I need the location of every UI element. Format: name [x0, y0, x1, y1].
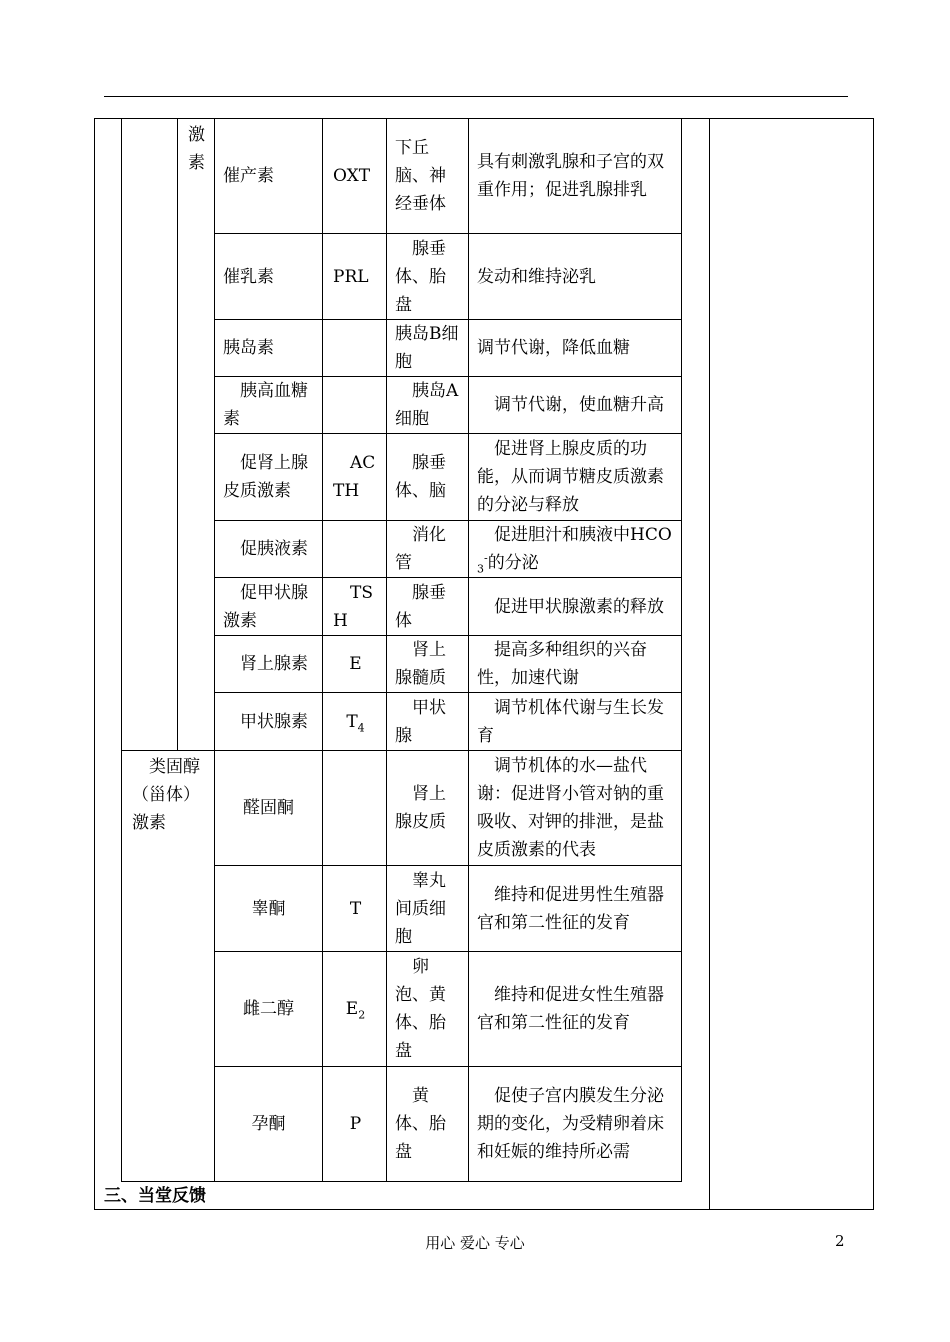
hormone-abbr: PRL [323, 234, 387, 320]
hormone-table-wrapper [121, 118, 681, 1181]
hormone-abbr: TSH [323, 578, 387, 636]
hormone-abbr: OXT [323, 119, 387, 234]
hormone-name: 催产素 [215, 119, 323, 234]
hormone-name: 促肾上腺皮质激素 [215, 434, 323, 521]
hormone-source: 消化管 [387, 521, 469, 578]
table-row [122, 119, 682, 234]
hormone-abbr [323, 751, 387, 866]
hormone-function: 维持和促进女性生殖器官和第二性征的发育 [469, 952, 682, 1067]
hormone-abbr: ACTH [323, 434, 387, 521]
footer-text: 用心 爱心 专心 [425, 1234, 525, 1252]
hormone-abbr: $E_2$ [323, 952, 387, 1067]
hormone-function: 调节代谢，降低血糖 [469, 320, 682, 377]
hormone-function: 维持和促进男性生殖器官和第二性征的发育 [469, 866, 682, 952]
page-number: 2 [835, 1232, 845, 1250]
category-cell [178, 119, 215, 751]
hormone-source: 下丘脑、神经垂体 [387, 119, 469, 234]
hormone-function: 促使子宫内膜发生分泌期的变化，为受精卵着床和妊娠的维持所必需 [469, 1067, 682, 1182]
category-cell [122, 751, 215, 1182]
frame-divider-1 [709, 118, 710, 1210]
hormone-source: 甲状腺 [387, 693, 469, 751]
hormone-source: 腺垂体 [387, 578, 469, 636]
hormone-name: 雌二醇 [215, 952, 323, 1067]
hormone-source: 卵泡、黄体、胎盘 [387, 952, 469, 1067]
hormone-abbr [323, 521, 387, 578]
hormone-source: 腺垂体、胎盘 [387, 234, 469, 320]
table-row [122, 751, 682, 866]
hormone-function: 促进肾上腺皮质的功能，从而调节糖皮质激素的分泌与释放 [469, 434, 682, 521]
hormone-source: 胰岛B细胞 [387, 320, 469, 377]
hormone-source: 腺垂体、脑 [387, 434, 469, 521]
hormone-abbr [323, 320, 387, 377]
hormone-function: 促进胆汁和胰液中$HCO_3^-$的分泌 [469, 521, 682, 578]
hormone-abbr [323, 377, 387, 434]
hormone-name: 促甲状腺激素 [215, 578, 323, 636]
hormone-source: 肾上腺髓质 [387, 636, 469, 693]
hormone-function: 具有刺激乳腺和子宫的双重作用；促进乳腺排乳 [469, 119, 682, 234]
hormone-abbr: P [323, 1067, 387, 1182]
section-title: 三、当堂反馈 [104, 1186, 206, 1206]
hormone-name: 甲状腺素 [215, 693, 323, 751]
hormone-name: 催乳素 [215, 234, 323, 320]
hormone-name: 醛固酮 [215, 751, 323, 866]
header-rule [104, 96, 848, 97]
hormone-name: 胰岛素 [215, 320, 323, 377]
hormone-function: 促进甲状腺激素的释放 [469, 578, 682, 636]
hormone-source: 黄体、胎盘 [387, 1067, 469, 1182]
hormone-function: 调节机体代谢与生长发育 [469, 693, 682, 751]
category-label-2: 类固醇（甾体）激素 [132, 757, 200, 833]
hormone-function: 调节代谢，使血糖升高 [469, 377, 682, 434]
hormone-name: 肾上腺素 [215, 636, 323, 693]
hormone-function: 发动和维持泌乳 [469, 234, 682, 320]
hormone-abbr: $T_4$ [323, 693, 387, 751]
hormone-name: 睾酮 [215, 866, 323, 952]
category-label-1: 激素 [188, 125, 205, 173]
hormone-source: 肾上腺皮质 [387, 751, 469, 866]
hormone-name: 孕酮 [215, 1067, 323, 1182]
hormone-function: 调节机体的水—盐代谢：促进肾小管对钠的重吸收、对钾的排泄，是盐皮质激素的代表 [469, 751, 682, 866]
hormone-function: 提高多种组织的兴奋性，加速代谢 [469, 636, 682, 693]
blank-col [122, 119, 178, 751]
hormone-source: 睾丸间质细胞 [387, 866, 469, 952]
hormone-name: 促胰液素 [215, 521, 323, 578]
hormone-table [121, 118, 682, 1182]
hormone-name: 胰高血糖素 [215, 377, 323, 434]
hormone-source: 胰岛A细胞 [387, 377, 469, 434]
hormone-abbr: T [323, 866, 387, 952]
hormone-abbr: E [323, 636, 387, 693]
